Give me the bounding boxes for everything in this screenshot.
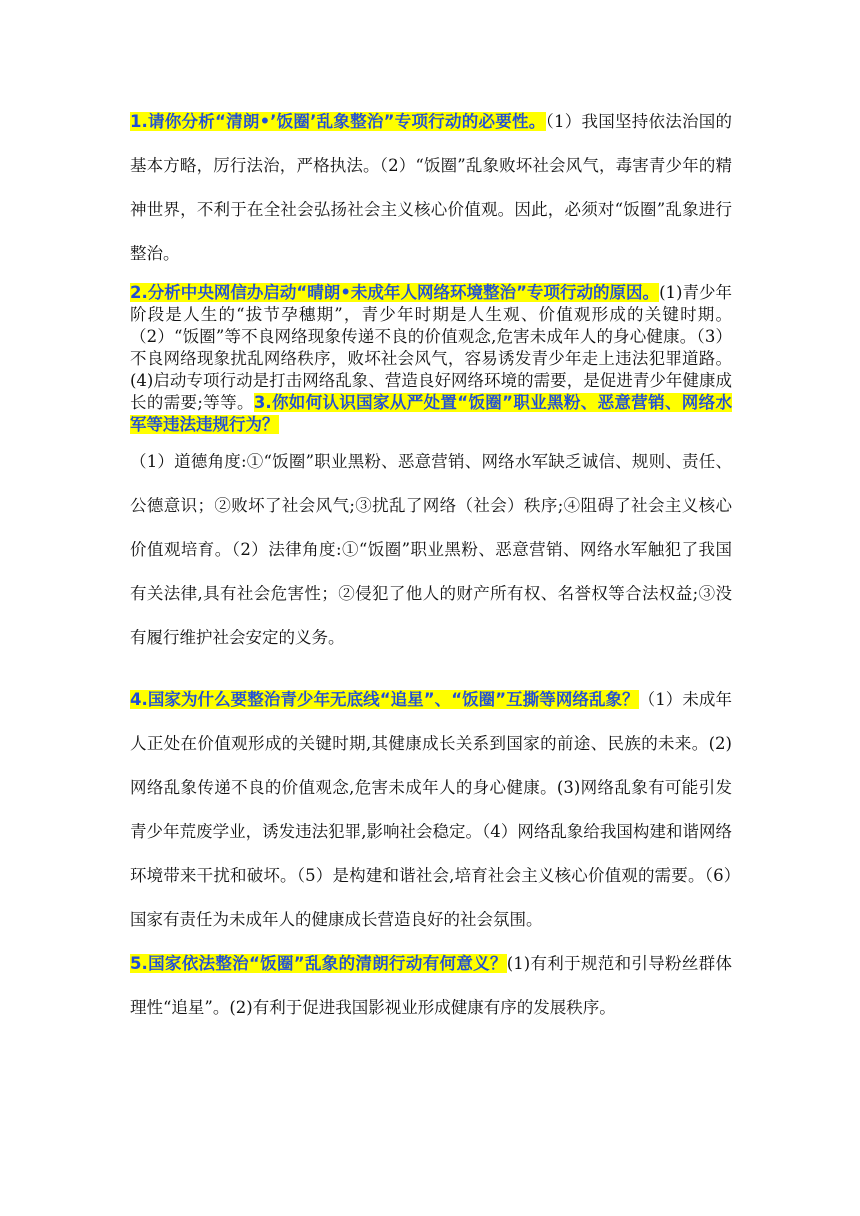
qa-item-1 xyxy=(130,100,732,276)
question-2: 2.分析中央网信办启动“晴朗•未成年人网络环境整治”专项行动的原因。 xyxy=(130,283,660,302)
qa-item-2-3 xyxy=(130,282,732,436)
question-4: 4.国家为什么要整治青少年无底线“追星”、“饭圈”互撕等网络乱象？ xyxy=(130,690,639,709)
answer-1: （1）我国坚持依法治国的基本方略，厉行法治，严格执法。（2）“饭圈”乱象败坏社会风气，毒害青少年的精神世界，不利于在全社会弘扬社会主义核心价值观。因此，必须对“饭圈”乱象进行整治。 xyxy=(130,112,732,263)
question-3: 3.你如何认识国家从严处置“饭圈”职业黑粉、恶意营销、网络水军等违法违规行为？ xyxy=(130,393,733,434)
qa-item-3-answer xyxy=(130,440,732,660)
answer-3: （1）道德角度:①“饭圈”职业黑粉、恶意营销、网络水军缺乏诚信、规则、责任、公德意识；②败坏了社会风气;③扰乱了网络（社会）秩序;④阻碍了社会主义核心价值观培育。（2）法律角度:①“饭圈”职业黑粉、恶意营销、网络水军触犯了我国有关法律,具有社会危害性；②侵犯了他人的财产所有权、名誉权等合法权益;③没有履行维护社会安定的义务。 xyxy=(130,452,732,647)
qa-item-4 xyxy=(130,678,732,942)
question-5: 5.国家依法整治“饭圈”乱象的清朗行动有何意义？ xyxy=(130,954,507,973)
qa-item-5 xyxy=(130,942,732,1030)
answer-4: （1）未成年人正处在价值观形成的关键时期,其健康成长关系到国家的前途、民族的未来。(2)网络乱象传递不良的价值观念,危害未成年人的身心健康。(3)网络乱象有可能引发青少年荒废学业，诱发违法犯罪,影响社会稳定。（4）网络乱象给我国构建和谐网络环境带来干扰和破坏。（5）是构建和谐社会,培育社会主义核心价值观的需要。（6）国家有责任为未成年人的健康成长营造良好的社会氛围。 xyxy=(130,690,732,929)
answer-2: (1)青少年阶段是人生的“拔节孕穗期”，青少年时期是人生观、价值观形成的关键时期。（2）“饭圈”等不良网络现象传递不良的价值观念,危害未成年人的身心健康。（3）不良网络现象扰乱网络秩序，败坏社会风气，容易诱发青少年走上违法犯罪道路。(4)启动专项行动是打击网络乱象、营造良好网络环境的需要，是促进青少年健康成长的需要;等等。 xyxy=(130,283,733,412)
document-page xyxy=(130,100,732,1030)
question-1: 1.请你分析“清朗•’饭圈’乱象整治”专项行动的必要性。 xyxy=(130,112,546,131)
answer-5: (1)有利于规范和引导粉丝群体理性“追星”。(2)有利于促进我国影视业形成健康有序的发展秩序。 xyxy=(130,954,733,1017)
